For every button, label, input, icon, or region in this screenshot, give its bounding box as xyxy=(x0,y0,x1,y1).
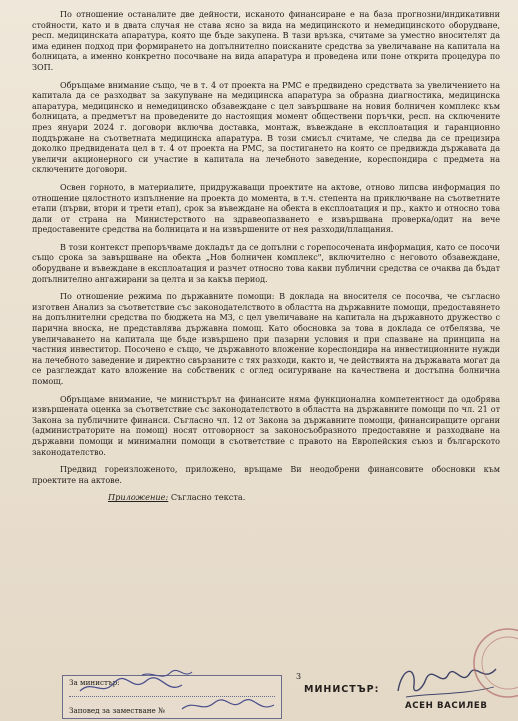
letter-body xyxy=(32,9,500,502)
paragraph-1: По отношение останалите две дейности, исканото финансиране е на база прогнозни/индикативни стойности, като и в двата случая не става ясно за вида на медицинското и немедицинското оборудване, респ. медицинската апаратура, която ще бъде закупена. В тази връзка, считаме за уместно вносителят да има единен подход при формирането на допълнително поисканите средства за увеличаване на капитала на болницата, а именно конкретно посочване на вида апаратура и проведена или поне открита процедура по ЗОП. xyxy=(32,9,500,72)
paragraph-3: Освен горното, в материалите, придружаващи проектите на актове, отново липсва информация по отношение цялостното изпълнение на проекта до момента, в т.ч. степента на приключване на съответните етапи (първи, втори и трети етап), срок за въвеждане на обекта в експлоатация и пр., както и относно това дали от страна на Министерството на здравеопазването е извършвана проверка/одит на вече предоставените средства на болницата и на извършените от нея разходи/плащания. xyxy=(32,181,500,235)
attachment-line xyxy=(108,492,500,502)
official-stamp-fragment xyxy=(450,625,518,699)
minister-title: МИНИСТЪР: xyxy=(304,684,380,695)
paragraph-7: Предвид гореизложеното, приложено, връщаме Ви неодобрени финансовите обосновки към проектите на актове. xyxy=(32,464,500,485)
paragraph-2: Обръщаме внимание също, че в т. 4 от проекта на РМС е предвидено средствата за увеличението на капитала да се разходват за закупуване на медицинска апаратура за образна диагностика, медицинска апаратура, медицинско и немедицинско обзавеждане с цел завършване на новия болничен комплекс към болницата, а предметът на проведените до настоящия момент обществени поръчки, респ. на сключените през януари 2024 г. договори включва доставка, монтаж, въвеждане в експлоатация и гаранционно поддържане на съответната медицинска апаратура. В този смисъл считаме, че следва да се прецизира доколко предвидената цел в т. 4 от проекта на РМС, за постигането на която се предвижда държавата да увеличи акционерного си участие в капитала на лечебното заведение, кореспондира с предмета на сключените договори. xyxy=(32,79,500,175)
attachment-text: Съгласно текста. xyxy=(168,492,246,503)
page-number: 3 xyxy=(296,672,302,681)
approval-line-minister: За министър: xyxy=(69,678,120,687)
minister-name: АСЕН ВАСИЛЕВ xyxy=(405,701,488,711)
paragraph-4: В този контекст препоръчваме докладът да се допълни с горепосочената информация, като се посочи също срока за завършване на обекта „Нов болничен комплекс", включително с неговото обзавеждане, оборудване и въвеждане в експлоатация и разчет относно това какви публични средства се очаква да бъдат допълнително ангажирани за целта и за какъв период. xyxy=(32,241,500,284)
paragraph-6: Обръщаме внимание, че министърът на финансите няма функционална компетентност да одобрява извършената оценка за съответствие със законодателството в областта на държавните помощи по чл. 21 от Закона за публичните финанси. Съгласно чл. 12 от Закона за държавните помощи, финансиращите органи (администраторите на помощ) носят отговорност за законосъобразното предоставяне и разходване на държавни помощи и минимални помощи в съответствие с правото на Европейския съюз и българското законодателство. xyxy=(32,393,500,457)
approval-stamp-box xyxy=(62,675,282,719)
paragraph-5: По отношение режима по държавните помощи: В доклада на вносителя се посочва, че съгласно изготвен Анализ за съответствие със законодателството в областта на държавните помощи, предоставянето на допълнителни средства по бюджета на МЗ, с цел увеличаване на капитала на държавното дружество с парична вноска, не представлява държавна помощ. Като обосновка за това в доклада се отбелязва, че увеличаването на капитала ще бъде извършено при пазарни условия и при спазване на принципа на частния инвеститор. Посочено е също, че държавното вложение кореспондира на инвестиционните нужди на лечебното заведение и директно свързаните с тях разходи, както и, че действията на държавата могат да се разглеждат като вложение на собственик с оглед осигуряване на качествена и достъпна болнична помощ. xyxy=(32,291,500,386)
approval-divider xyxy=(69,696,275,697)
attachment-label: Приложение: xyxy=(108,492,169,503)
signature-block xyxy=(0,665,518,721)
minister-signature xyxy=(392,657,502,703)
approval-line-order: Заповед за заместване № xyxy=(69,706,165,715)
